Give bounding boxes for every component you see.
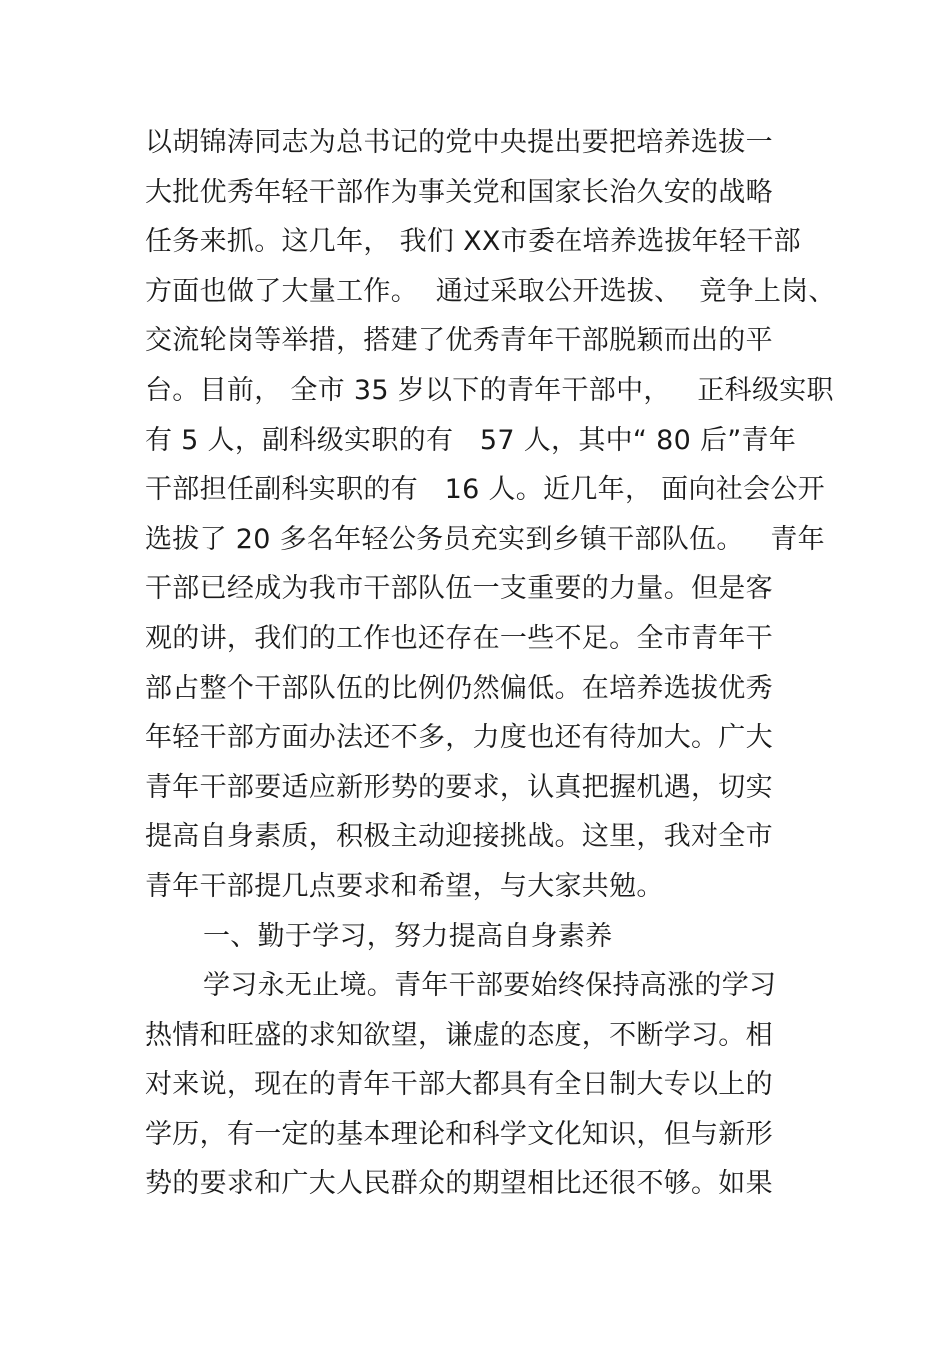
text-line: 以胡锦涛同志为总书记的党中央提出要把培养选拔一 — [145, 127, 773, 158]
document-body — [145, 118, 836, 1209]
text-line: 学历，有一定的基本理论和科学文化知识，但与新形 — [145, 1118, 773, 1150]
text-line: 干部担任副科实职的有 16 人。近几年， 面向社会公开 — [145, 474, 825, 506]
text-line: 青年干部提几点要求和希望，与大家共勉。 — [145, 870, 664, 902]
text-line: 年轻干部方面办法还不多，力度也还有待加大。广大 — [145, 722, 773, 754]
text-line: 对来说，现在的青年干部大都具有全日制大专以上的 — [145, 1069, 773, 1101]
text-line: 任务来抓。这几年， 我们 XX市委在培养选拔年轻干部 — [145, 226, 801, 258]
text-line: 部占整个干部队伍的比例仍然偏低。在培养选拔优秀 — [145, 672, 773, 704]
text-line: 提高自身素质，积极主动迎接挑战。这里，我对全市 — [145, 821, 773, 853]
paragraph-first-line: 学习永无止境。青年干部要始终保持高涨的学习 — [203, 970, 777, 1002]
text-line: 热情和旺盛的求知欲望，谦虚的态度，不断学习。相 — [145, 1019, 773, 1051]
text-line: 干部已经成为我市干部队伍一支重要的力量。但是客 — [145, 573, 773, 605]
text-line: 选拔了 20 多名年轻公务员充实到乡镇干部队伍。 青年 — [145, 523, 825, 555]
text-line: 青年干部要适应新形势的要求，认真把握机遇，切实 — [145, 771, 773, 803]
text-line: 方面也做了大量工作。 通过采取公开选拔、 竞争上岗、 — [145, 275, 836, 307]
text-line: 交流轮岗等举措，搭建了优秀青年干部脱颖而出的平 — [145, 325, 773, 357]
section-heading: 一、勤于学习，努力提高自身素养 — [203, 920, 613, 952]
text-line: 大批优秀年轻干部作为事关党和国家长治久安的战略 — [145, 176, 773, 208]
text-line: 势的要求和广大人民群众的期望相比还很不够。如果 — [145, 1168, 773, 1200]
text-line: 有 5 人，副科级实职的有 57 人，其中“ 80 后”青年 — [145, 424, 797, 456]
text-line: 观的讲，我们的工作也还存在一些不足。全市青年干 — [145, 622, 773, 654]
text-line: 台。目前， 全市 35 岁以下的青年干部中， 正科级实职 — [145, 374, 834, 406]
